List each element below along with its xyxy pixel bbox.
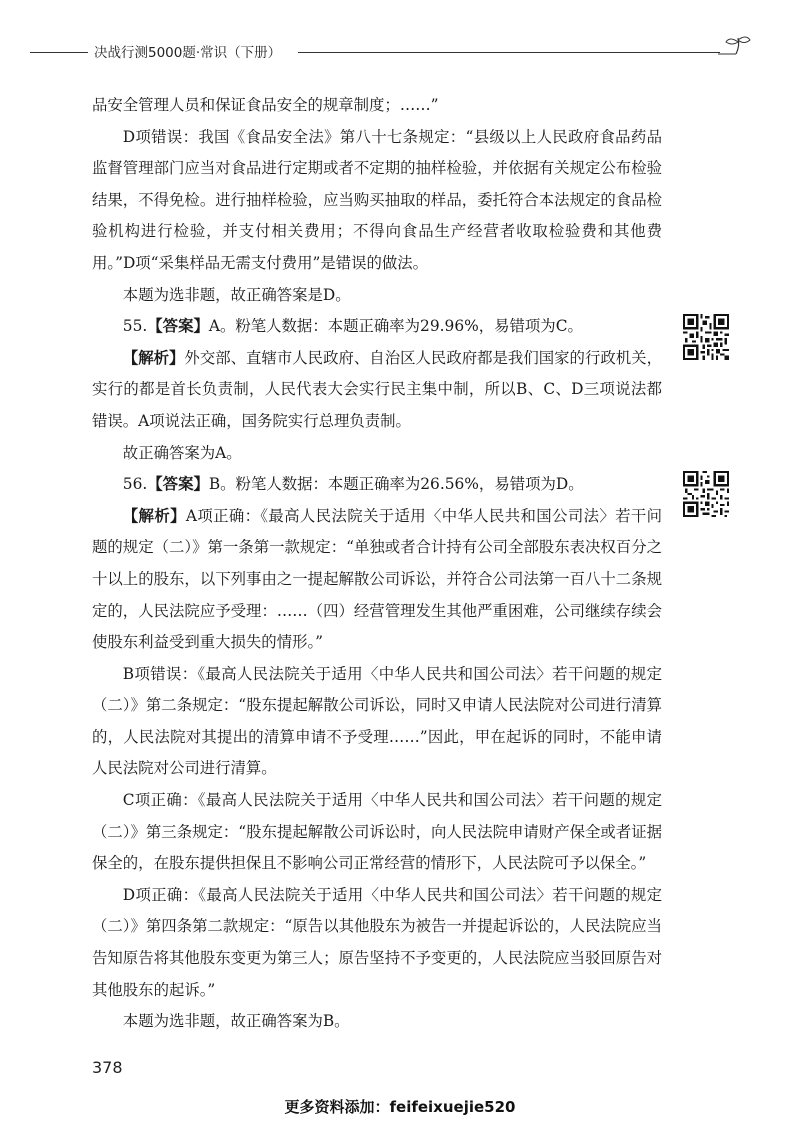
header-rule-right xyxy=(298,52,720,53)
paragraph xyxy=(92,438,662,470)
paragraph-text: A。粉笔人数据：本题正确率为29.96%，易错项为C。 xyxy=(208,317,583,336)
paragraph-text: 本题为选非题，故正确答案是D。 xyxy=(122,285,351,304)
paragraph xyxy=(92,122,662,280)
paragraph-text: 外交部、直辖市人民政府、自治区人民政府都是我们国家的行政机关，实行的都是首长负责制，人民代表大会实行民主集中制，所以B、C、D三项说法都错误。A项说法正确，国务院实行总理负责制。 xyxy=(92,348,662,430)
footer-note: 更多资料添加：feifeixuejie520 xyxy=(284,1098,516,1116)
paragraph-text: B。粉笔人数据：本题正确率为26.56%，易错项为D。 xyxy=(208,475,584,494)
paragraph-text: D项错误：我国《食品安全法》第八十七条规定：“县级以上人民政府食品药品监督管理部门应当对食品进行定期或者不定期的抽样检验，并依据有关规定公布检验结果，不得免检。进行抽样检验，应当购买抽取的样品，委托符合本法规定的食品检验机构进行检验，并支付相关费用；不得向食品生产经营者收取检验费和其他费用。”D项“采集样品无需支付费用”是错误的做法。 xyxy=(92,127,662,272)
paragraph-text: C项正确：《最高人民法院关于适用〈中华人民共和国公司法〉若干问题的规定（二）》第三条规定：“股东提起解散公司诉讼时，向人民法院申请财产保全或者证据保全的，在股东提供担保且不影响公司正常经营的情形下，人民法院可予以保全。” xyxy=(92,791,662,873)
analysis-56 xyxy=(92,501,662,659)
answer-label: 【答案】 xyxy=(147,317,209,336)
question-number: 56. xyxy=(122,475,148,494)
answer-55 xyxy=(92,311,662,343)
analysis-55 xyxy=(92,343,662,438)
paragraph xyxy=(92,785,662,880)
paragraph xyxy=(92,280,662,312)
header-rule-left xyxy=(30,52,88,53)
paragraph-text: 品安全管理人员和保证食品安全的规章制度；……” xyxy=(92,96,439,114)
answer-label: 【答案】 xyxy=(147,475,209,494)
paragraph-text: 本题为选非题，故正确答案为B。 xyxy=(122,1012,350,1031)
page-body xyxy=(92,90,662,1038)
qr-code-icon[interactable] xyxy=(683,471,729,517)
paragraph-text: D项正确：《最高人民法院关于适用〈中华人民共和国公司法〉若干问题的规定（二）》第四条第二款规定：“原告以其他股东为被告一并提起诉讼的，人民法院应当告知原告将其他股东变更为第三人；原告坚持不予变更的，人民法院应当驳回原告对其他股东的起诉。” xyxy=(92,885,662,999)
running-header xyxy=(30,36,760,66)
analysis-label: 【解析】 xyxy=(122,506,186,525)
answer-56 xyxy=(92,469,662,501)
page-number: 378 xyxy=(92,1058,123,1077)
paragraph xyxy=(92,880,662,1006)
paragraph xyxy=(92,1006,662,1038)
paragraph-text: 故正确答案为A。 xyxy=(122,443,242,462)
qr-code-icon[interactable] xyxy=(683,314,729,360)
paragraph xyxy=(92,90,662,122)
paragraph-text: A项正确：《最高人民法院关于适用〈中华人民共和国公司法〉若干问题的规定（二）》第一条第一款规定：“单独或者合计持有公司全部股东表决权百分之十以上的股东，以下列事由之一提起解散公司诉讼，并符合公司法第一百八十二条规定的，人民法院应予受理：……（四）经营管理发生其他严重困难，公司继续存续会使股东利益受到重大损失的情形。” xyxy=(92,506,662,652)
paragraph xyxy=(92,659,662,785)
paragraph-text: B项错误：《最高人民法院关于适用〈中华人民共和国公司法〉若干问题的规定（二）》第二条规定：“股东提起解散公司诉讼，同时又申请人民法院对公司进行清算的，人民法院对其提出的清算申请不予受理……”因此，甲在起诉的同时，不能申请人民法院对公司进行清算。 xyxy=(92,664,662,778)
header-title: 决战行测5000题·常识（下册） xyxy=(94,45,282,61)
question-number: 55. xyxy=(122,317,148,336)
analysis-label: 【解析】 xyxy=(122,348,185,367)
sprout-icon xyxy=(716,34,756,64)
